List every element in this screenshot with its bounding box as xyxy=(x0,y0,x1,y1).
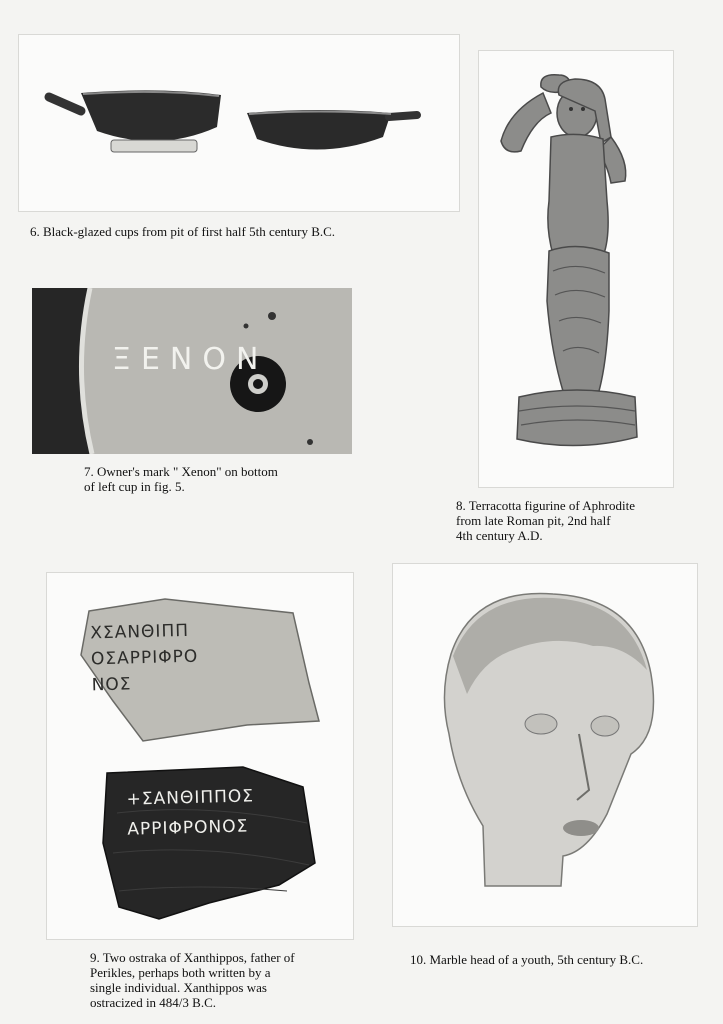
ostrakon-2-inscription: +ΣΑΝΘΙΠΠΟΣ ΑΡΡΙΦΡΟΝΟΣ xyxy=(126,786,255,840)
ostrakon-1-inscription: ΧΣΑΝΘΙΠΠ ΟΣΑΡΡΙΦΡΟ ΝΟΣ xyxy=(90,620,199,696)
caption-fig9: 9. Two ostraka of Xanthippos, father of Perikles, perhaps both written by a single individual. Xanthippos was ostracized in 484/3 B.C. xyxy=(90,950,295,1010)
photo-owners-mark-xenon xyxy=(32,288,352,454)
photo-ostraka-xanthippos xyxy=(46,572,354,940)
caption-fig10: 10. Marble head of a youth, 5th century B.C. xyxy=(410,952,644,967)
inscription-xenon: ΞΕΝΟΝ xyxy=(112,342,269,377)
caption-fig7: 7. Owner's mark " Xenon" on bottom of left cup in fig. 5. xyxy=(84,464,278,494)
photo-terracotta-aphrodite xyxy=(478,50,674,488)
caption-fig6: 6. Black-glazed cups from pit of first half 5th century B.C. xyxy=(30,224,336,239)
caption-fig8: 8. Terracotta figurine of Aphrodite from late Roman pit, 2nd half 4th century A.D. xyxy=(456,498,635,543)
photo-black-glazed-cups xyxy=(18,34,460,212)
photo-marble-head-youth xyxy=(392,563,698,927)
